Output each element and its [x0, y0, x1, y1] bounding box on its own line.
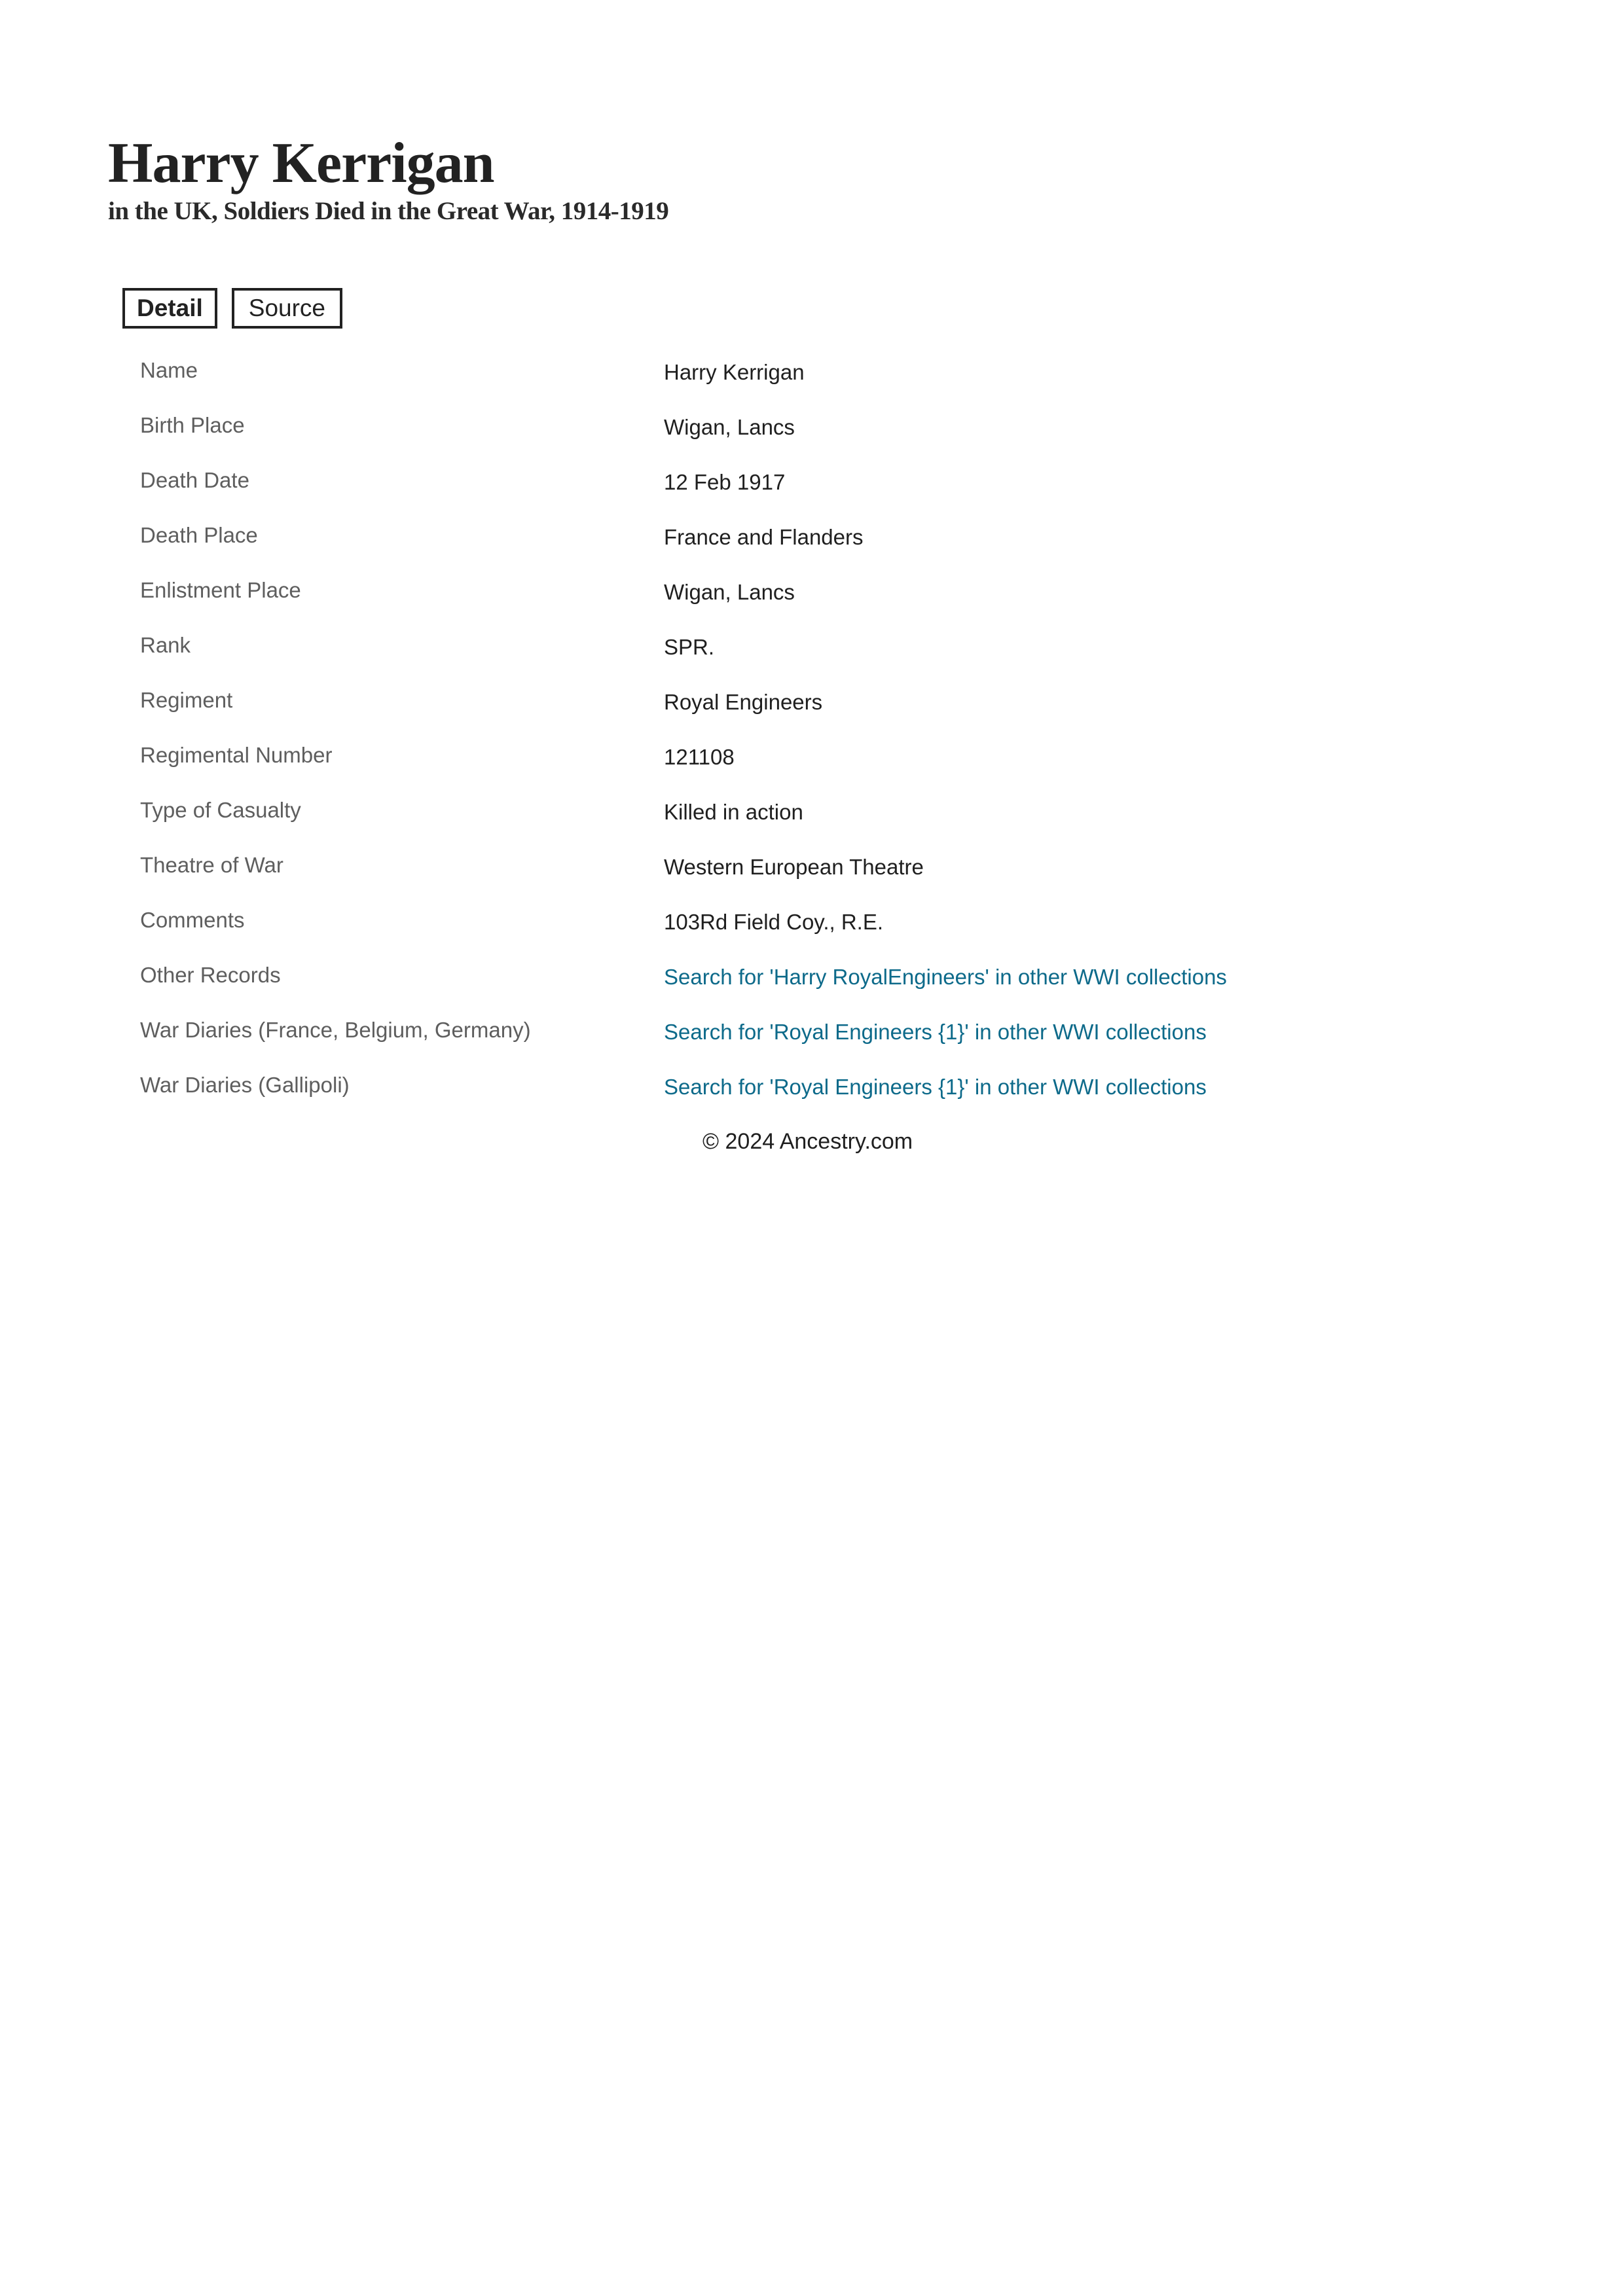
field-label: Comments [140, 908, 245, 932]
field-value: Harry Kerrigan [664, 360, 805, 384]
field-label: Birth Place [140, 413, 245, 437]
record-row-war-diaries-gallipoli [140, 1071, 1515, 1126]
field-label: War Diaries (France, Belgium, Germany) [140, 1018, 531, 1042]
field-value: 12 Feb 1917 [664, 470, 786, 494]
collection-subtitle: in the UK, Soldiers Died in the Great War, 1914-1919 [108, 197, 669, 225]
record-row-type-of-casualty [140, 796, 1515, 851]
field-value: SPR. [664, 635, 715, 659]
field-label: Regiment [140, 688, 233, 712]
field-label: Rank [140, 633, 191, 657]
search-link-war-diaries-france[interactable]: Search for 'Royal Engineers {1}' in other WWI collections [664, 1020, 1207, 1044]
field-label: War Diaries (Gallipoli) [140, 1073, 350, 1097]
field-label: Type of Casualty [140, 798, 301, 822]
search-link-other-records[interactable]: Search for 'Harry RoyalEngineers' in other WWI collections [664, 965, 1227, 989]
record-header [108, 131, 668, 226]
field-label: Death Place [140, 523, 258, 547]
field-label: Death Date [140, 468, 249, 492]
field-value: Western European Theatre [664, 855, 924, 879]
field-label: Other Records [140, 963, 281, 987]
field-label: Name [140, 358, 198, 382]
field-value: Wigan, Lancs [664, 415, 795, 439]
record-row-comments [140, 906, 1515, 961]
record-row-regiment [140, 686, 1515, 741]
record-detail-table [140, 356, 1515, 1126]
record-row-war-diaries-france [140, 1016, 1515, 1071]
field-label: Regimental Number [140, 743, 333, 767]
field-value: Killed in action [664, 800, 803, 824]
record-row-death-date [140, 466, 1515, 521]
field-value: Wigan, Lancs [664, 580, 795, 604]
field-value: Royal Engineers [664, 690, 823, 714]
record-row-death-place [140, 521, 1515, 576]
record-row-birth-place [140, 411, 1515, 466]
record-row-other-records [140, 961, 1515, 1016]
search-link-war-diaries-gallipoli[interactable]: Search for 'Royal Engineers {1}' in other WWI collections [664, 1075, 1207, 1099]
field-label: Theatre of War [140, 853, 283, 877]
record-row-theatre-of-war [140, 851, 1515, 906]
record-row-regimental-number [140, 741, 1515, 796]
record-row-enlistment-place [140, 576, 1515, 631]
page-title: Harry Kerrigan [108, 132, 494, 195]
field-value: France and Flanders [664, 525, 864, 549]
field-value: 103Rd Field Coy., R.E. [664, 910, 884, 934]
copyright-footer: © 2024 Ancestry.com [702, 1129, 913, 1154]
tab-bar [122, 288, 342, 329]
record-row-rank [140, 631, 1515, 686]
record-row-name [140, 356, 1515, 411]
field-value: 121108 [664, 745, 735, 769]
tab-source[interactable]: Source [232, 288, 342, 329]
tab-detail[interactable]: Detail [122, 288, 217, 329]
field-label: Enlistment Place [140, 578, 301, 602]
